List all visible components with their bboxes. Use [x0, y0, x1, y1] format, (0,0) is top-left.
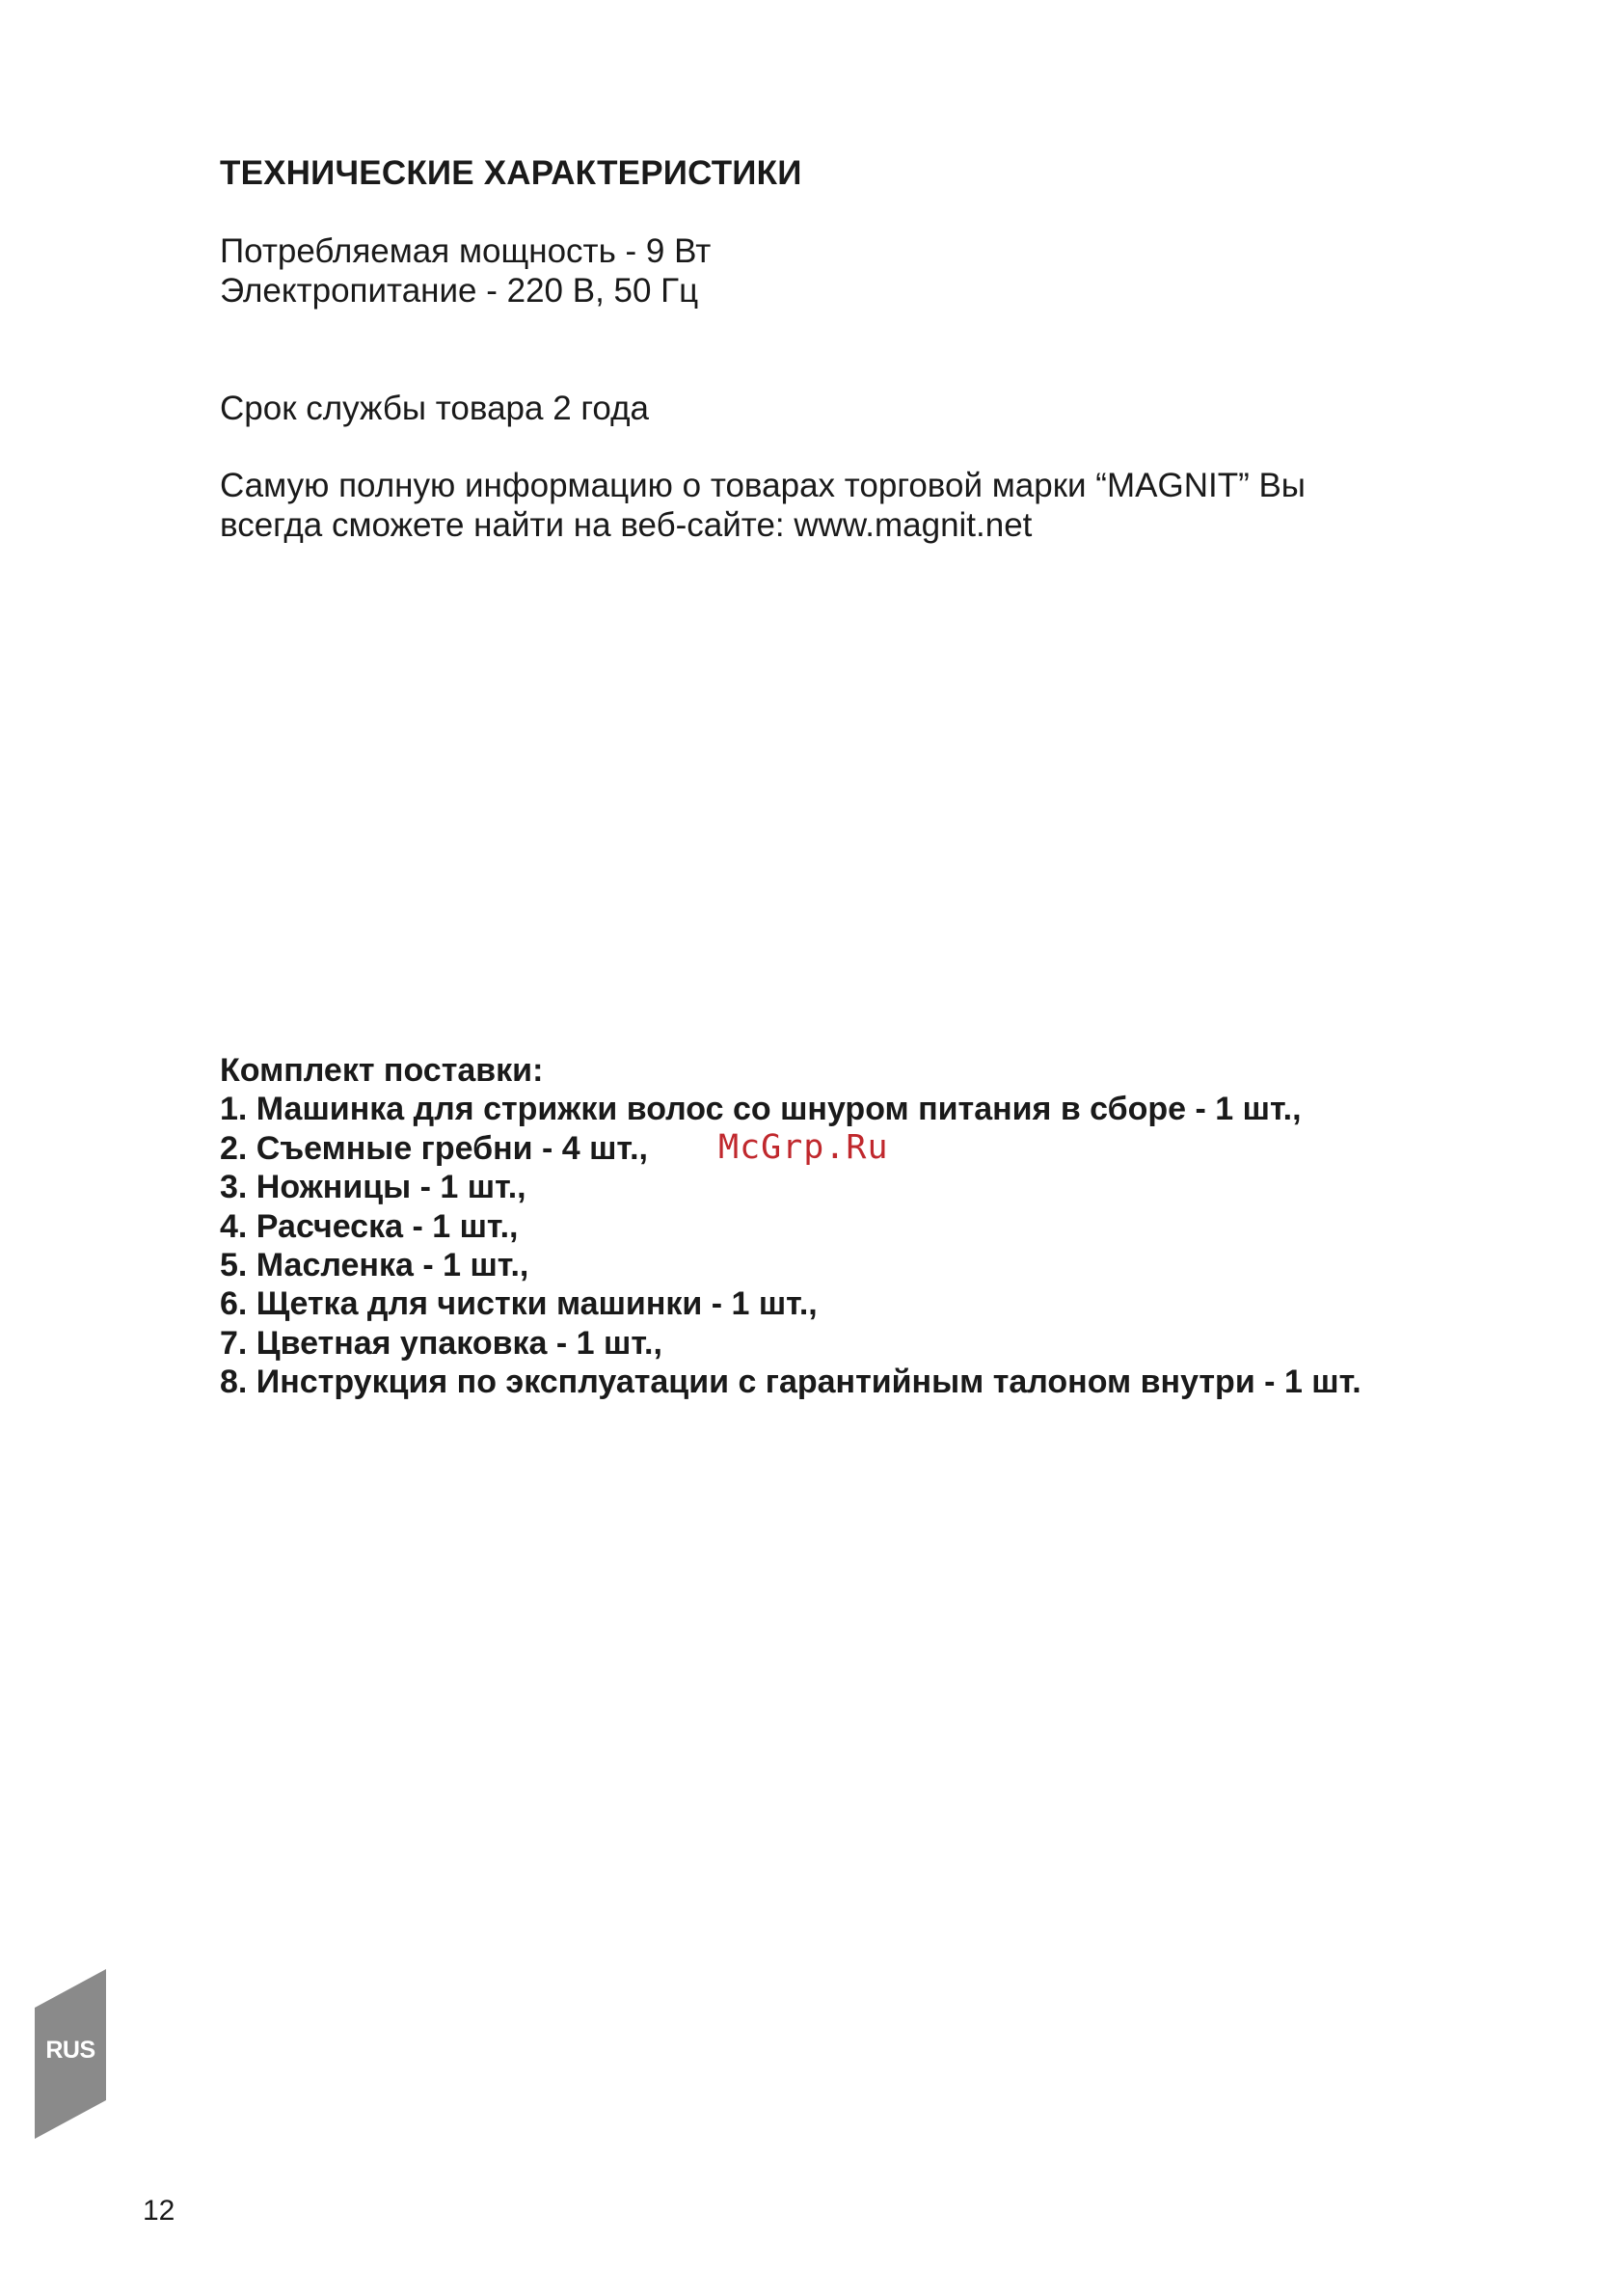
kit-list — [220, 1051, 1361, 1402]
section-heading-tech-specs: ТЕХНИЧЕСКИЕ ХАРАКТЕРИСТИКИ — [220, 154, 802, 192]
kit-item: 2. Съемные гребни - 4 шт., — [220, 1129, 648, 1167]
kit-item: 7. Цветная упаковка - 1 шт., — [220, 1324, 662, 1362]
page-number: 12 — [143, 2195, 175, 2227]
kit-title: Комплект поставки: — [220, 1052, 544, 1089]
kit-item: 4. Расческа - 1 шт., — [220, 1207, 519, 1245]
kit-item: 6. Щетка для чистки машинки - 1 шт., — [220, 1285, 818, 1323]
kit-item: 1. Машинка для стрижки волос со шнуром питания в сборе - 1 шт., — [220, 1091, 1302, 1128]
spec-supply: Электропитание - 220 В, 50 Гц — [220, 272, 699, 310]
tech-specs-list — [220, 231, 711, 311]
kit-item: 8. Инструкция по эксплуатации с гарантийным талоном внутри - 1 шт. — [220, 1364, 1361, 1401]
watermark: McGrp.Ru — [718, 1128, 889, 1167]
language-tab-label: RUS — [45, 2037, 95, 2064]
info-line: всегда сможете найти на веб-сайте: www.magnit.net — [220, 506, 1033, 544]
info-line: Самую полную информацию о товарах торговой марки “MAGNIT” Вы — [220, 467, 1306, 504]
language-tab — [35, 1969, 106, 2139]
spec-power: Потребляемая мощность - 9 Вт — [220, 232, 712, 270]
service-life-text: Срок службы товара 2 года — [220, 390, 649, 427]
kit-item: 5. Масленка - 1 шт., — [220, 1247, 529, 1284]
kit-item: 3. Ножницы - 1 шт., — [220, 1169, 526, 1206]
info-paragraph — [220, 466, 1306, 545]
